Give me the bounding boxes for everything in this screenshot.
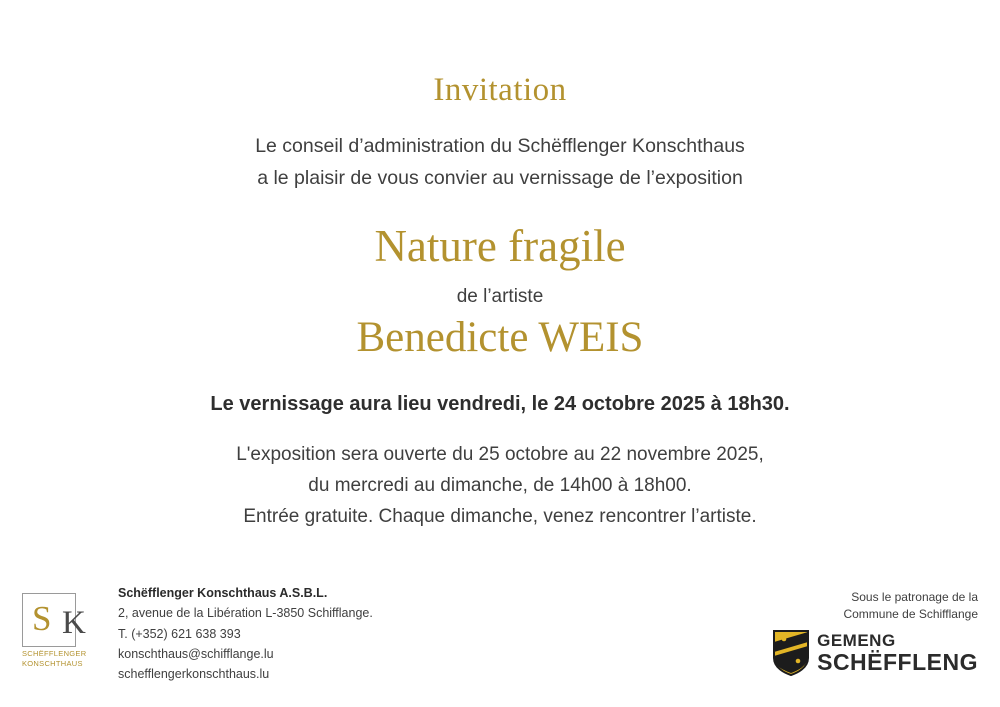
vernissage-date: Le vernissage aura lieu vendredi, le 24 octobre 2025 à 18h30. [210, 393, 790, 416]
organisation-name: Schëfflenger Konschthaus A.S.B.L. [118, 586, 328, 600]
exhibition-details [0, 440, 1000, 532]
page-title: Invitation [433, 72, 567, 108]
logo-letter-k: K [62, 605, 86, 641]
logo-letter-s: S [32, 599, 52, 638]
logo-caption-line-1: SCHËFFLENGER [22, 649, 87, 658]
exhibition-title: Nature fragile [374, 220, 626, 271]
lead-line-2: a le plaisir de vous convier au vernissage de l’exposition [257, 167, 743, 190]
artist-name: Benedicte WEIS [356, 313, 644, 361]
commune-word-2: SCHËFFLENG [817, 648, 978, 675]
details-line-2: du mercredi au dimanche, de 14h00 à 18h00. [308, 474, 692, 496]
footer [0, 577, 1000, 707]
street-address: 2, avenue de la Libération L-3850 Schifflange. [118, 606, 373, 621]
phone-number: T. (+352) 621 638 393 [118, 626, 241, 641]
commune-wordmark [817, 632, 978, 674]
lead-line-1: Le conseil d’administration du Schëfflenger Konschthaus [255, 135, 745, 158]
lead-paragraph [0, 130, 1000, 194]
details-line-1: L'exposition sera ouverte du 25 octobre au 22 novembre 2025, [236, 444, 764, 466]
email-address[interactable]: konschthaus@schifflange.lu [118, 646, 274, 661]
patronage-line-2: Commune de Schifflange [843, 607, 978, 622]
artist-label: de l’artiste [456, 285, 544, 307]
details-line-3: Entrée gratuite. Chaque dimanche, venez rencontrer l’artiste. [243, 505, 757, 527]
website-url[interactable]: schefflengerkonschthaus.lu [118, 667, 270, 681]
logo-caption-line-2: KONSCHTHAUS [22, 659, 83, 668]
commune-word-1: GEMENG [817, 630, 896, 650]
coat-of-arms-icon [773, 630, 809, 676]
patronage-text [678, 589, 978, 624]
patronage-line-1: Sous le patronage de la [851, 590, 978, 604]
contact-address [118, 583, 373, 684]
patronage-block [678, 577, 978, 676]
konschthaus-logo [22, 593, 92, 669]
commune-logo [678, 630, 978, 676]
